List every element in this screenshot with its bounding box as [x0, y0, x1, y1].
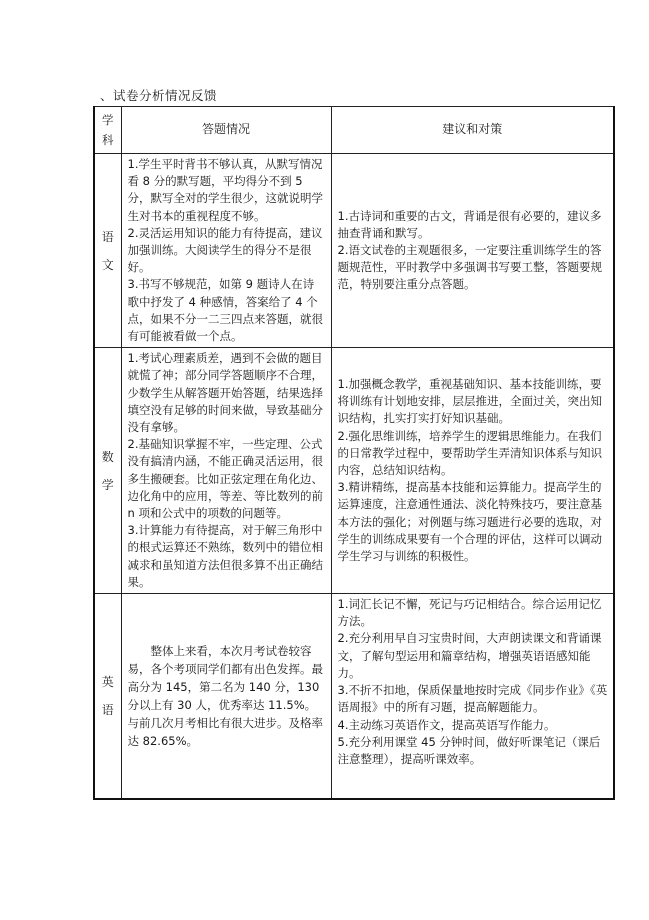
header-subject [94, 107, 121, 154]
situation-item: 3.计算能力有待提高，对于解三角形中的根式运算还不熟练，数列中的错位相减求和虽知道方法但很多算不出正确结果。 [127, 523, 323, 589]
situation-cell-english [121, 594, 331, 799]
advice-item: 1.古诗词和重要的古文，背诵是很有必要的，建议多抽查背诵和默写。 [337, 208, 602, 240]
subject-char: 学 [101, 477, 114, 492]
situation-cell-math [121, 348, 331, 594]
subject-char: 语 [101, 702, 114, 717]
advice-item: 3.精讲精练，提高基本技能和运算能力。提高学生的运算速度，注意通性通法、淡化特殊技巧，要注意基本方法的强化；对例题与练习题进行必要的选取，对学生的训练成果要有一个合理的评估，这样可以调动学生学习与训练的积极性。 [337, 480, 602, 564]
advice-cell-english [331, 594, 614, 799]
table-row-math [94, 348, 614, 594]
header-advice: 建议和对策 [331, 107, 614, 154]
advice-item: 1.加强概念教学，重视基础知识、基本技能训练，要将训练有计划地安排，层层推进，全面过关，突出知识结构，扎实打实打好知识基础。 [337, 377, 602, 426]
situation-item: 整体上来看，本次月考试卷较容易，各个考项同学们都有出色发挥。最高分为 145，第二名为 140 分，130 分以上有 30 人，优秀率达 11.5%。与前几次月考相比有很大进步。及格率达 82.65%。 [127, 643, 323, 748]
advice-item: 2.语文试卷的主观题很多，一定要注重训练学生的答题规范性，平时教学中多强调书写要工整，答题要规范，特别要注重分点答题。 [337, 243, 602, 292]
advice-item: 1.词汇长记不懈，死记与巧记相结合。综合运用记忆方法。 [337, 597, 602, 629]
header-situation: 答题情况 [121, 107, 331, 154]
header-subject-char: 学 [102, 113, 114, 127]
situation-item: 1.学生平时背书不够认真，从默写情况看 8 分的默写题，平均得分不到 5 分，默写全对的学生很少，这就说明学生对书本的重视程度不够。 [127, 157, 323, 223]
subject-char: 语 [101, 229, 114, 244]
advice-item: 3.不折不扣地，保质保量地按时完成《同步作业》《英语周报》中的所有习题，提高解题能力。 [337, 683, 608, 715]
advice-item: 5.充分利用课堂 45 分钟时间，做好听课笔记（课后注意整理），提高听课效率。 [337, 734, 601, 766]
page-title: 、试卷分析情况反馈 [100, 88, 218, 103]
subject-char: 英 [101, 674, 114, 689]
subject-char: 数 [101, 449, 114, 464]
table-row-english [94, 594, 614, 799]
header-row [94, 107, 614, 154]
advice-item: 2.强化思维训练，培养学生的逻辑思维能力。在我们的日常教学过程中，要帮助学生弄清知识体系与知识内容，总结知识结构。 [337, 428, 602, 478]
advice-item: 4.主动练习英语作文，提高英语写作能力。 [337, 717, 556, 732]
advice-item: 2.充分利用早自习宝贵时间，大声朗读课文和背诵课文，了解句型运用和篇章结构，增强英语语感知能力。 [337, 631, 602, 680]
situation-item: 2.基础知识掌握不牢，一些定理、公式没有搞清内涵，不能正确灵活运用，很多生搬硬套。比如正弦定理在角化边、边化角中的应用，等差、等比数列的前 n 项和公式中的项数的问题等。 [127, 437, 323, 521]
situation-item: 1.考试心理素质差，遇到不会做的题目就慌了神；部分同学答题顺序不合理，少数学生从解答题开始答题，结果选择填空没有足够的时间来做，导致基础分没有拿够。 [127, 351, 323, 435]
header-subject-char: 科 [102, 133, 114, 147]
situation-item: 3.书写不够规范，如第 9 题诗人在诗歌中抒发了 4 种感情，答案给了 4 个点，如果不分一二三四点来答题，就很有可能被看做一个点。 [127, 277, 323, 344]
subject-cell-english [94, 594, 121, 799]
advice-cell-chinese [331, 154, 614, 348]
subject-cell-math [94, 348, 121, 594]
analysis-table [93, 106, 615, 800]
situation-item: 2.灵活运用知识的能力有待提高，建议加强训练。大阅读学生的得分不是很好。 [127, 225, 323, 275]
table-row-chinese [94, 154, 614, 348]
situation-cell-chinese [121, 154, 331, 348]
subject-char: 文 [101, 257, 114, 272]
advice-cell-math [331, 348, 614, 594]
subject-cell-chinese [94, 154, 121, 348]
